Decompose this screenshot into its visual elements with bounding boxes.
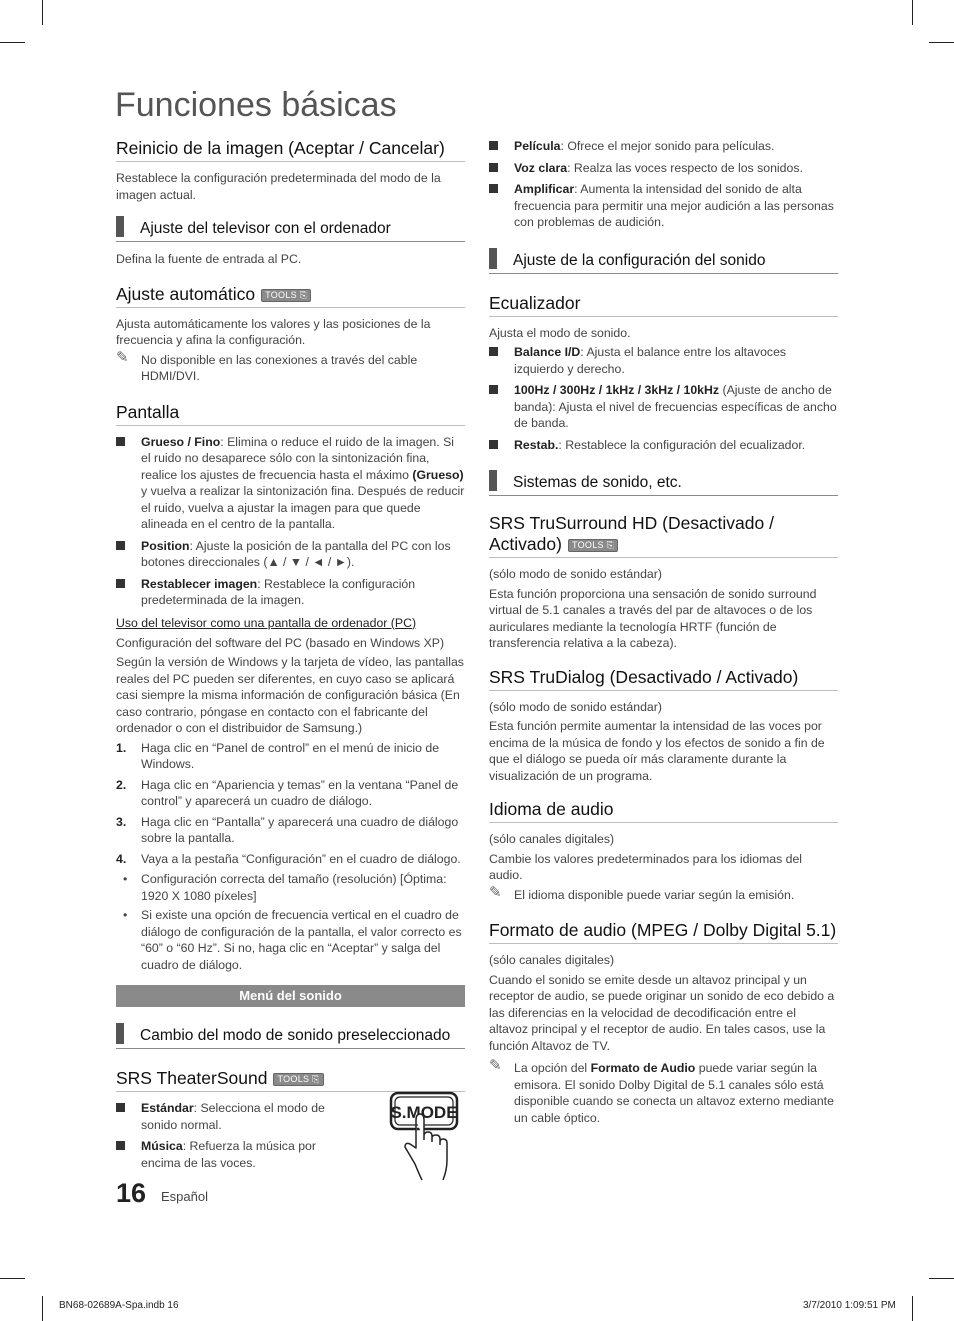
bullet-item: Voz clara: Realza las voces respecto de los sonidos. xyxy=(489,160,838,177)
crop-mark xyxy=(929,42,954,43)
section-text: Configuración del software del PC (basado en Windows XP) xyxy=(116,635,445,650)
print-file-info: BN68-02689A-Spa.indb 16 xyxy=(59,1300,179,1311)
numbered-step: 3. Haga clic en “Pantalla” y aparecerá una cuadro de diálogo sobre la pantalla. xyxy=(116,814,459,845)
bullet-item: Restab.: Restablece la configuración del ecualizador. xyxy=(489,437,838,454)
section-text: Ajusta automáticamente los valores y las posiciones de la frecuencia y afina la configuración. xyxy=(116,316,431,347)
bullet-item: Position: Ajuste la posición de la pantalla del PC con los botones direccionales (▲ / ▼ / ◄ / ►). xyxy=(116,538,465,571)
subheading-bar xyxy=(116,1023,124,1044)
bullet-item: Grueso / Fino: Elimina o reduce el ruido de la imagen. Si el ruido no desaparece sólo con la sintonización fina, realice los ajustes de frecuencia hasta el máximo (Grueso) y vuelva a realizar la sintonización fina. Después de reducir el ruido, vuelva a ajustar la imagen para que quede alineada en el centro de la pantalla. xyxy=(116,434,465,533)
left-column xyxy=(116,138,465,1176)
section-title: Ajuste automático TOOLS ⎘ xyxy=(116,284,465,308)
subheading: Cambio del modo de sonido preseleccionado xyxy=(116,1023,465,1049)
section-text: Esta función proporciona una sensación de sonido surround virtual de 5.1 canales a través del par de altavoces o de los auriculares mediante la tecnología HRTF (función de transferencia relativa a la cabeza). xyxy=(489,586,817,650)
section-text: Restablece la configuración predeterminada del modo de la imagen actual. xyxy=(116,171,441,202)
print-date: 3/7/2010 1:09:51 PM xyxy=(803,1300,896,1311)
page-language: Español xyxy=(161,1189,208,1204)
dot-item: • Configuración correcta del tamaño (resolución) [Óptima: 1920 X 1080 píxeles] xyxy=(123,872,447,903)
section-title: Idioma de audio xyxy=(489,799,838,823)
pencil-icon: ✎ xyxy=(116,348,129,366)
numbered-step: 2. Haga clic en “Apariencia y temas” en la ventana “Panel de control” y aparecerá un cuadro de diálogo. xyxy=(116,777,459,808)
bullet-item: Película: Ofrece el mejor sonido para películas. xyxy=(489,138,838,155)
bullet-item: 100Hz / 300Hz / 1kHz / 3kHz / 10kHz (Ajuste de ancho de banda): Ajusta el nivel de frecuencias específicas de ancho de banda. xyxy=(489,382,838,432)
bullet-item: Música: Refuerza la música por encima de las voces. xyxy=(116,1138,346,1171)
subheading-bar xyxy=(116,216,124,237)
pencil-icon: ✎ xyxy=(489,883,502,901)
subheading-bar xyxy=(489,470,497,491)
subheading: Ajuste del televisor con el ordenador xyxy=(116,216,465,242)
bullet-item: Restablecer imagen: Restablece la configuración predeterminada de la imagen. xyxy=(116,576,465,609)
smode-button-illustration xyxy=(388,1090,460,1182)
crop-mark xyxy=(0,1278,25,1279)
dot-bullet-icon: • xyxy=(123,908,128,922)
crop-mark xyxy=(0,42,25,43)
section-text: Defina la fuente de entrada al PC. xyxy=(116,252,302,266)
crop-mark xyxy=(42,0,43,25)
section-title: Reinicio de la imagen (Aceptar / Cancelar) xyxy=(116,138,465,162)
page-number: 16 xyxy=(116,1178,147,1208)
section-text: Cambie los valores predeterminados para los idiomas del audio. xyxy=(489,851,803,882)
tools-icon: TOOLS ⎘ xyxy=(568,539,618,552)
crop-mark xyxy=(42,1296,43,1321)
note: ✎ El idioma disponible puede variar según la emisión. xyxy=(489,883,795,902)
right-column xyxy=(489,138,838,1129)
page-title: Funciones básicas xyxy=(115,86,397,124)
numbered-step: 4. Vaya a la pestaña “Configuración” en el cuadro de diálogo. xyxy=(116,851,461,866)
note: ✎ La opción del Formato de Audio puede variar según la emisora. El sonido Dolby Digital de 5.1 canales sólo está disponible cuando se conecta un altavoz externo mediante un cable óptico. xyxy=(489,1057,834,1125)
square-bullet-icon xyxy=(116,437,125,446)
section-title: Ecualizador xyxy=(489,293,838,317)
section-title: SRS TruSurround HD (Desactivado / Activado) TOOLS ⎘ xyxy=(489,513,838,558)
note: ✎ No disponible en las conexiones a través del cable HDMI/DVI. xyxy=(116,348,418,383)
subheading: Sistemas de sonido, etc. xyxy=(489,470,838,496)
section-text: Cuando el sonido se emite desde un altavoz principal y un receptor de audio, se puede originar un sonido de eco debido a las diferencias en la velocidad de decodificación entre el altavoz principal y el receptor de audio. En tales casos, use la función Altavoz de TV. xyxy=(489,972,835,1053)
tools-icon: TOOLS ⎘ xyxy=(261,289,311,302)
crop-mark xyxy=(912,1296,913,1321)
square-bullet-icon xyxy=(116,1103,125,1112)
section-note: (sólo canales digitales) xyxy=(489,832,615,846)
section-note: (sólo canales digitales) xyxy=(489,953,615,967)
section-text: Esta función permite aumentar la intensidad de las voces por encima de la música de fondo y los efectos de sonido a fin de que el diálogo se pueda oír más claramente durante la visualización de un programa. xyxy=(489,719,825,783)
square-bullet-icon xyxy=(489,141,498,150)
bullet-item: Balance I/D: Ajusta el balance entre los altavoces izquierdo y derecho. xyxy=(489,344,838,377)
section-title: SRS TheaterSound TOOLS ⎘ xyxy=(116,1068,465,1092)
subheading: Ajuste de la configuración del sonido xyxy=(489,248,838,274)
square-bullet-icon xyxy=(489,163,498,172)
section-note: (sólo modo de sonido estándar) xyxy=(489,567,662,581)
underlined-heading: Uso del televisor como una pantalla de ordenador (PC) xyxy=(116,615,417,630)
square-bullet-icon xyxy=(116,541,125,550)
section-note: (sólo modo de sonido estándar) xyxy=(489,699,662,714)
crop-mark xyxy=(929,1278,954,1279)
numbered-step: 1. Haga clic en “Panel de control” en el menú de inicio de Windows. xyxy=(116,740,440,771)
bullet-item: Amplificar: Aumenta la intensidad del sonido de alta frecuencia para permitir una mejor audición a las personas con problemas de audición. xyxy=(489,181,838,231)
dot-bullet-icon: • xyxy=(123,872,128,886)
tools-icon: TOOLS ⎘ xyxy=(273,1073,323,1086)
dot-item: • Si existe una opción de frecuencia vertical en el cuadro de diálogo de configuración de la pantalla, el valor correcto es “60” o “60 Hz”. Si no, haga clic en “Aceptar” y salga del cuadro de diálogo. xyxy=(123,908,462,972)
section-text: Según la versión de Windows y la tarjeta de vídeo, las pantallas reales del PC pueden ser diferentes, en cuyo caso se aplicará casi siempre la misma información de configuración básica (En caso contrario, póngase en contacto con el fabricante del ordenador o con el distribuidor de Samsung.) xyxy=(116,655,464,735)
square-bullet-icon xyxy=(489,440,498,449)
bullet-item: Estándar: Selecciona el modo de sonido normal. xyxy=(116,1100,346,1133)
square-bullet-icon xyxy=(489,385,498,394)
section-title: Formato de audio (MPEG / Dolby Digital 5.1) xyxy=(489,920,838,944)
section-title: Pantalla xyxy=(116,402,465,426)
square-bullet-icon xyxy=(489,184,498,193)
crop-mark xyxy=(912,0,913,25)
square-bullet-icon xyxy=(116,579,125,588)
pencil-icon: ✎ xyxy=(489,1057,502,1074)
smode-button-label: S.MODE xyxy=(390,1103,458,1122)
section-text: Ajusta el modo de sonido. xyxy=(489,325,631,340)
square-bullet-icon xyxy=(116,1141,125,1150)
section-title: SRS TruDialog (Desactivado / Activado) xyxy=(489,667,838,691)
section-banner: Menú del sonido xyxy=(116,985,465,1007)
square-bullet-icon xyxy=(489,347,498,356)
subheading-bar xyxy=(489,248,497,269)
